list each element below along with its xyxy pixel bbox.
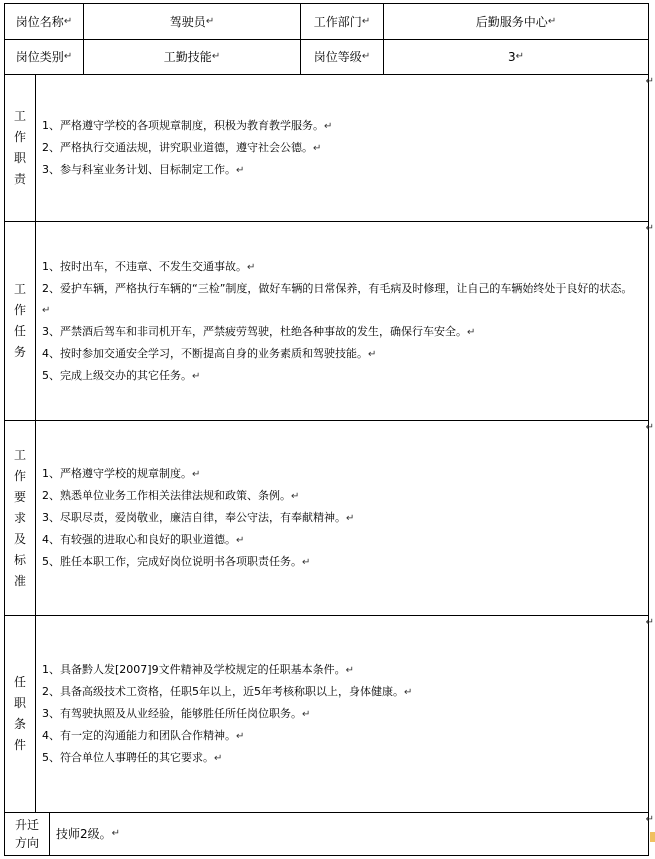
label-char: 作 [13, 468, 26, 483]
section-requirements-content [35, 420, 649, 616]
label-char: 任 [13, 324, 26, 338]
grade-label: 岗位等级 ↵ [300, 39, 384, 75]
list-item: 3、严禁酒后驾车和非司机开车，严禁疲劳驾驶，杜绝各种事故的发生，确保行车安全。↵ [42, 324, 476, 338]
label-char: 职 [13, 151, 26, 165]
list-item: 5、符合单位人事聘任的其它要求。↵ [42, 751, 223, 764]
list-item: 3、参与科室业务计划、目标制定工作。↵ [42, 163, 245, 176]
label-char: 任 [13, 675, 26, 689]
scroll-marker [650, 832, 655, 842]
label-char: 件 [13, 738, 26, 752]
label-char: 职 [13, 696, 26, 710]
label-char: 作 [13, 303, 26, 317]
post-name-value-text: 驾驶员 [169, 14, 206, 29]
cell-end-mark: ↵ [645, 223, 654, 234]
cell-end-mark: ↵ [645, 617, 654, 628]
label-char: 标 [13, 552, 26, 567]
label-char: 工 [13, 282, 26, 296]
post-name-label: 岗位名称 ↵ [4, 3, 84, 40]
cell-end-mark: ↵ [645, 76, 654, 87]
category-value-text: 工勤技能 [163, 50, 212, 64]
grade-value: 3 ↵ [383, 39, 649, 75]
promotion-value: 技师2级。 ↵ [49, 812, 649, 856]
grade-label-text: 岗位等级 [313, 50, 362, 64]
department-label: 工作部门 ↵ [300, 3, 384, 40]
department-value-text: 后勤服务中心 [475, 14, 548, 29]
department-label-text: 工作部门 [313, 14, 362, 29]
section-duties-label [4, 74, 36, 222]
category-label: 岗位类别 ↵ [4, 39, 84, 75]
section-tasks-label [4, 221, 36, 421]
post-name-label-text: 岗位名称 [15, 14, 64, 29]
list-item: 5、完成上级交办的其它任务。↵ [42, 368, 201, 382]
section-duties-content [35, 74, 649, 222]
label-char: 务 [13, 345, 26, 359]
section-tasks-content [35, 221, 649, 421]
list-item: 1、严格遵守学校的各项规章制度，积极为教育教学服务。↵ [42, 119, 333, 132]
list-item: 5、胜任本职工作，完成好岗位说明书各项职责任务。↵ [42, 555, 311, 568]
section-requirements-label [4, 420, 36, 616]
label-char: 方向 [14, 836, 39, 850]
list-item: 1、严格遵守学校的规章制度。↵ [42, 467, 201, 480]
list-item: 3、尽职尽责，爱岗敬业，廉洁自律，奉公守法，有奉献精神。↵ [42, 511, 355, 524]
label-char: 准 [13, 573, 26, 588]
post-name-value: 驾驶员 ↵ [83, 3, 301, 40]
grade-value-text: 3 [507, 50, 516, 64]
department-value: 后勤服务中心 ↵ [383, 3, 649, 40]
list-item: 3、有驾驶执照及从业经验，能够胜任所任岗位职务。↵ [42, 707, 311, 720]
cell-end-mark: ↵ [645, 814, 654, 825]
label-char: 工 [13, 109, 26, 123]
section-qualifications-content [35, 615, 649, 813]
category-label-text: 岗位类别 [15, 50, 64, 64]
promotion-label [4, 812, 50, 856]
label-char: 责 [13, 172, 26, 186]
label-char: 求 [13, 510, 26, 525]
category-value: 工勤技能 ↵ [83, 39, 301, 75]
list-item: 1、按时出车，不违章、不发生交通事故。↵ [42, 259, 256, 273]
list-item: 2、熟悉单位业务工作相关法律法规和政策、条例。↵ [42, 489, 300, 502]
list-item: 2、具备高级技术工资格，任职5年以上，近5年考核称职以上，身体健康。↵ [42, 685, 413, 698]
list-item: 2、严格执行交通法规，讲究职业道德，遵守社会公德。↵ [42, 141, 322, 154]
label-char: 及 [13, 531, 26, 546]
list-item: 4、有一定的沟通能力和团队合作精神。↵ [42, 729, 245, 742]
list-item: 1、具备黔人发[2007]9文件精神及学校规定的任职基本条件。↵ [42, 663, 354, 676]
cell-end-mark: ↵ [645, 422, 654, 433]
list-item: 4、有较强的进取心和良好的职业道德。↵ [42, 533, 245, 546]
label-char: 升迁 [14, 818, 39, 832]
label-char: 条 [13, 717, 26, 731]
promotion-value-text: 技师2级。 [56, 827, 112, 841]
list-item: 2、爱护车辆，严格执行车辆的“三检”制度，做好车辆的日常保养，有毛病及时修理，让自己的车辆始终处于良好的状态。↵ [42, 281, 633, 316]
list-item: 4、按时参加交通安全学习，不断提高自身的业务素质和驾驶技能。↵ [42, 346, 377, 360]
section-qualifications-label [4, 615, 36, 813]
label-char: 工 [13, 447, 26, 462]
label-char: 要 [13, 489, 26, 504]
label-char: 作 [13, 130, 26, 144]
